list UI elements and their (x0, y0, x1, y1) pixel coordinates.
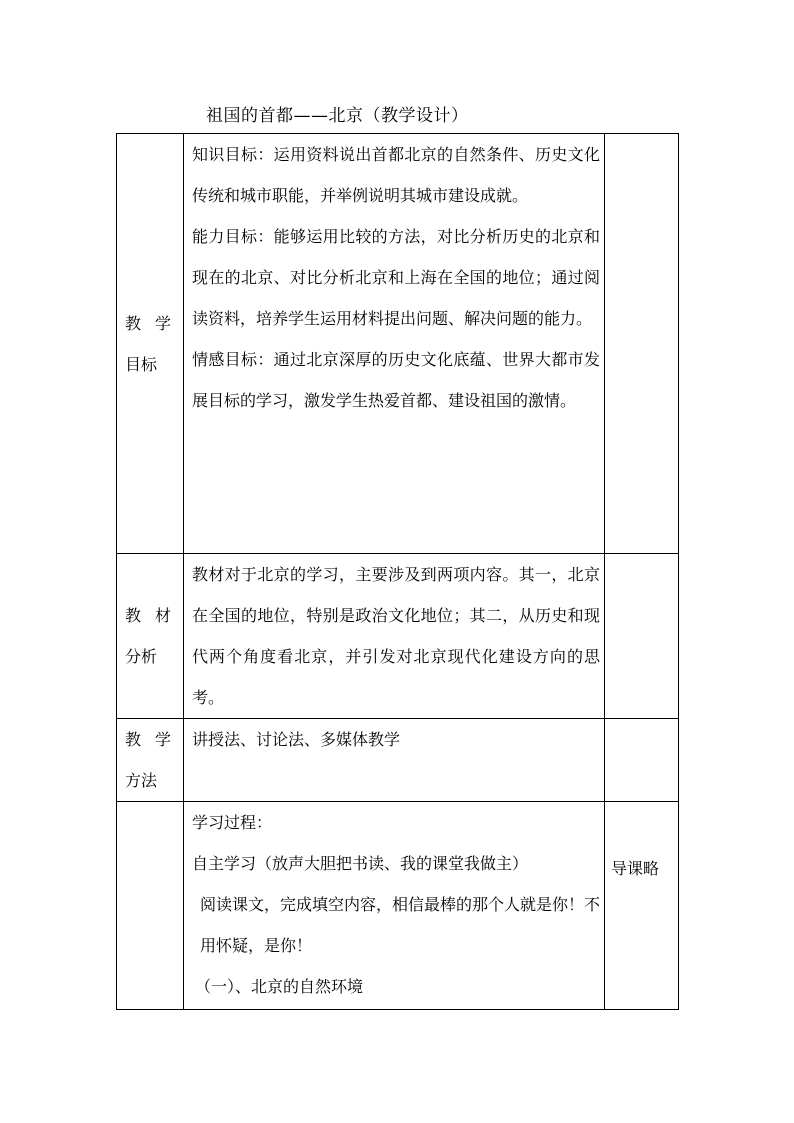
label-line: 方法 (125, 771, 158, 790)
process-heading: 学习过程： (192, 813, 273, 832)
table-row-material-analysis (117, 554, 679, 719)
table-row-teaching-goals (117, 134, 679, 554)
material-analysis-text: 教材对于北京的学习，主要涉及到两项内容。其一，北京在全国的地位，特别是政治文化地位；其二，从历史和现代两个角度看北京，并引发对北京现代化建设方向的思考。 (192, 565, 600, 707)
label-cell-learning-process (117, 802, 184, 1010)
label-cell-teaching-goals (117, 134, 184, 554)
label-char: 教 (125, 606, 142, 625)
body-cell-teaching-goals (184, 134, 605, 554)
emotion-goal: 情感目标：通过北京深厚的历史文化底蕴、世界大都市发展目标的学习，激发学生热爱首都、建设祖国的激情。 (192, 350, 600, 410)
label-line: 目标 (125, 354, 158, 374)
body-cell-teaching-method (184, 719, 605, 802)
table-row-learning-process (117, 802, 679, 1010)
section-heading: （一）、北京的自然环境 (195, 977, 364, 996)
label-char: 学 (154, 313, 171, 333)
label-char: 教 (125, 313, 142, 333)
body-cell-material-analysis (184, 554, 605, 719)
note-cell-material-analysis (605, 554, 679, 719)
teaching-method-text: 讲授法、讨论法、多媒体教学 (192, 730, 401, 749)
note-cell-teaching-goals (605, 134, 679, 554)
table-row-teaching-method (117, 719, 679, 802)
page-title: 祖国的首都——北京（教学设计） (206, 106, 469, 126)
label-cell-teaching-method (117, 719, 184, 802)
self-study-line: 自主学习（放声大胆把书读、我的课堂我做主） (192, 854, 529, 873)
label-cell-material-analysis (117, 554, 184, 719)
note-cell-learning-process (605, 802, 679, 1010)
lesson-plan-table (116, 133, 679, 1010)
body-cell-learning-process (184, 802, 605, 1010)
note-cell-teaching-method (605, 719, 679, 802)
ability-goal: 能力目标：能够运用比较的方法，对比分析历史的北京和现在的北京、对比分析北京和上海在全国的地位；通过阅读资料，培养学生运用材料提出问题、解决问题的能力。 (192, 227, 600, 328)
label-char: 学 (154, 730, 171, 749)
label-char: 材 (154, 606, 171, 625)
knowledge-goal: 知识目标：运用资料说出首都北京的自然条件、历史文化传统和城市职能，并举例说明其城市建设成就。 (192, 145, 600, 205)
reading-instruction: 阅读课文，完成填空内容，相信最棒的那个人就是你！不用怀疑，是你！ (200, 895, 601, 955)
label-line: 分析 (125, 647, 158, 666)
label-char: 教 (125, 730, 142, 749)
intro-note: 导课略 (611, 859, 660, 878)
